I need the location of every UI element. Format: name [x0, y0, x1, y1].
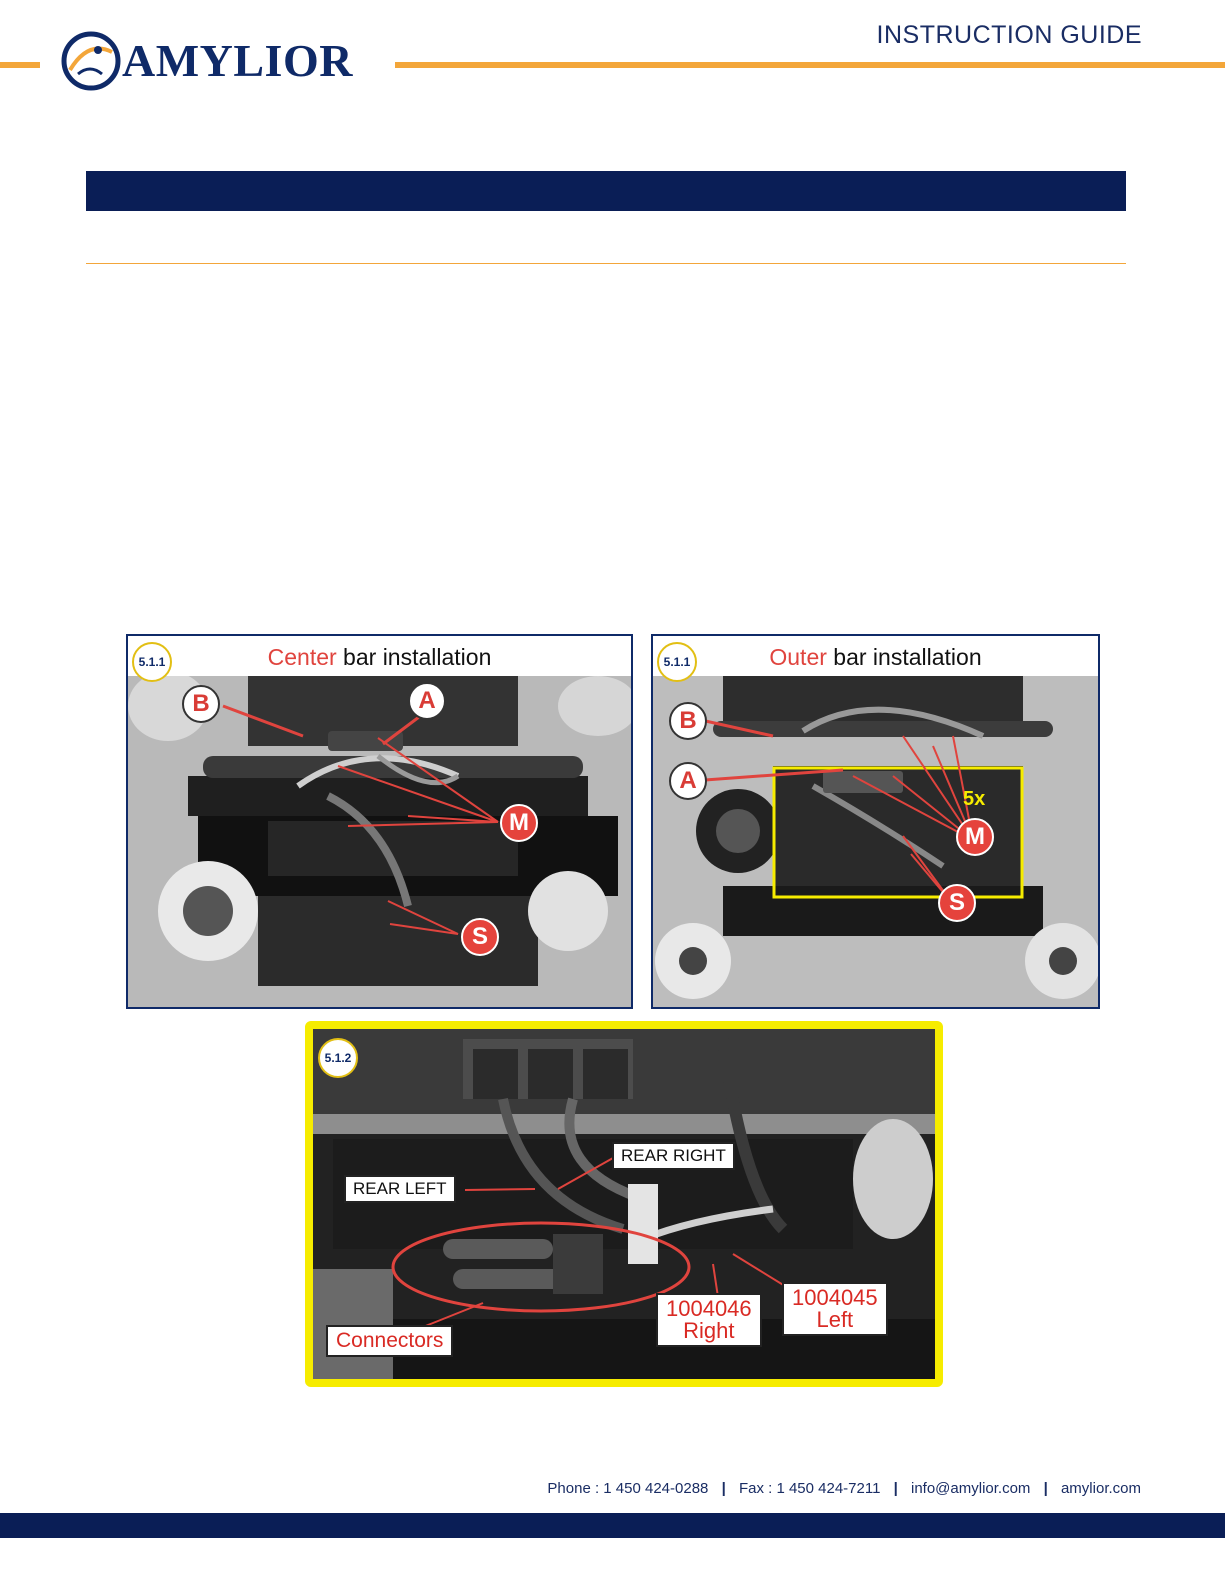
label-connectors: Connectors: [326, 1325, 453, 1357]
footer-email-link[interactable]: info@amylior.com: [910, 1480, 1031, 1497]
amylior-logo-icon: [60, 30, 122, 92]
brand-name: AMYLIOR: [122, 35, 353, 86]
figure-center-bar: [126, 634, 633, 1009]
step-badge: 5.1.1: [132, 642, 172, 682]
section-divider: [86, 263, 1126, 264]
figure-title-highlight: Center: [267, 644, 337, 670]
footer-contact: [547, 1480, 1141, 1497]
footer-phone: Phone : 1 450 424-0288: [547, 1480, 709, 1497]
outer-bar-photo: [653, 676, 1098, 1007]
footer-separator: |: [721, 1480, 726, 1497]
marker-m: M: [956, 818, 994, 856]
section-heading-bar: [86, 171, 1126, 211]
marker-a: A: [669, 762, 707, 800]
footer-separator: |: [1043, 1480, 1048, 1497]
footer-bar: [0, 1513, 1225, 1538]
step-badge: 5.1.2: [318, 1038, 358, 1078]
part-side-left: Left: [816, 1307, 854, 1332]
marker-s: S: [938, 884, 976, 922]
document-title: INSTRUCTION GUIDE: [876, 21, 1142, 49]
marker-b: B: [669, 702, 707, 740]
marker-b: B: [182, 685, 220, 723]
marker-a: A: [408, 682, 446, 720]
label-rear-right: REAR RIGHT: [612, 1142, 735, 1170]
header-accent-left: [0, 62, 40, 68]
label-rear-left: REAR LEFT: [344, 1175, 456, 1203]
figure-title: [128, 644, 631, 671]
figure-title-rest: bar installation: [336, 644, 492, 670]
footer-separator: |: [893, 1480, 898, 1497]
figure-title: [653, 644, 1098, 671]
marker-s: S: [461, 918, 499, 956]
header-accent-right: [395, 62, 1225, 68]
figure-connectors: [305, 1021, 943, 1387]
figure-outer-bar: [651, 634, 1100, 1009]
label-part-right: [656, 1293, 762, 1347]
part-number-right: 1004046: [666, 1296, 752, 1321]
marker-m: M: [500, 804, 538, 842]
amylior-logo: [60, 30, 390, 92]
figure-title-highlight: Outer: [769, 644, 827, 670]
step-badge: 5.1.1: [657, 642, 697, 682]
count-label: 5x: [963, 788, 986, 810]
footer-fax: Fax : 1 450 424-7211: [738, 1480, 881, 1497]
part-number-left: 1004045: [792, 1285, 878, 1310]
footer-website-link[interactable]: amylior.com: [1060, 1480, 1141, 1497]
label-part-left: [782, 1282, 888, 1336]
figure-title-rest: bar installation: [826, 644, 982, 670]
center-bar-photo: [128, 676, 631, 1007]
part-side-right: Right: [683, 1318, 735, 1343]
